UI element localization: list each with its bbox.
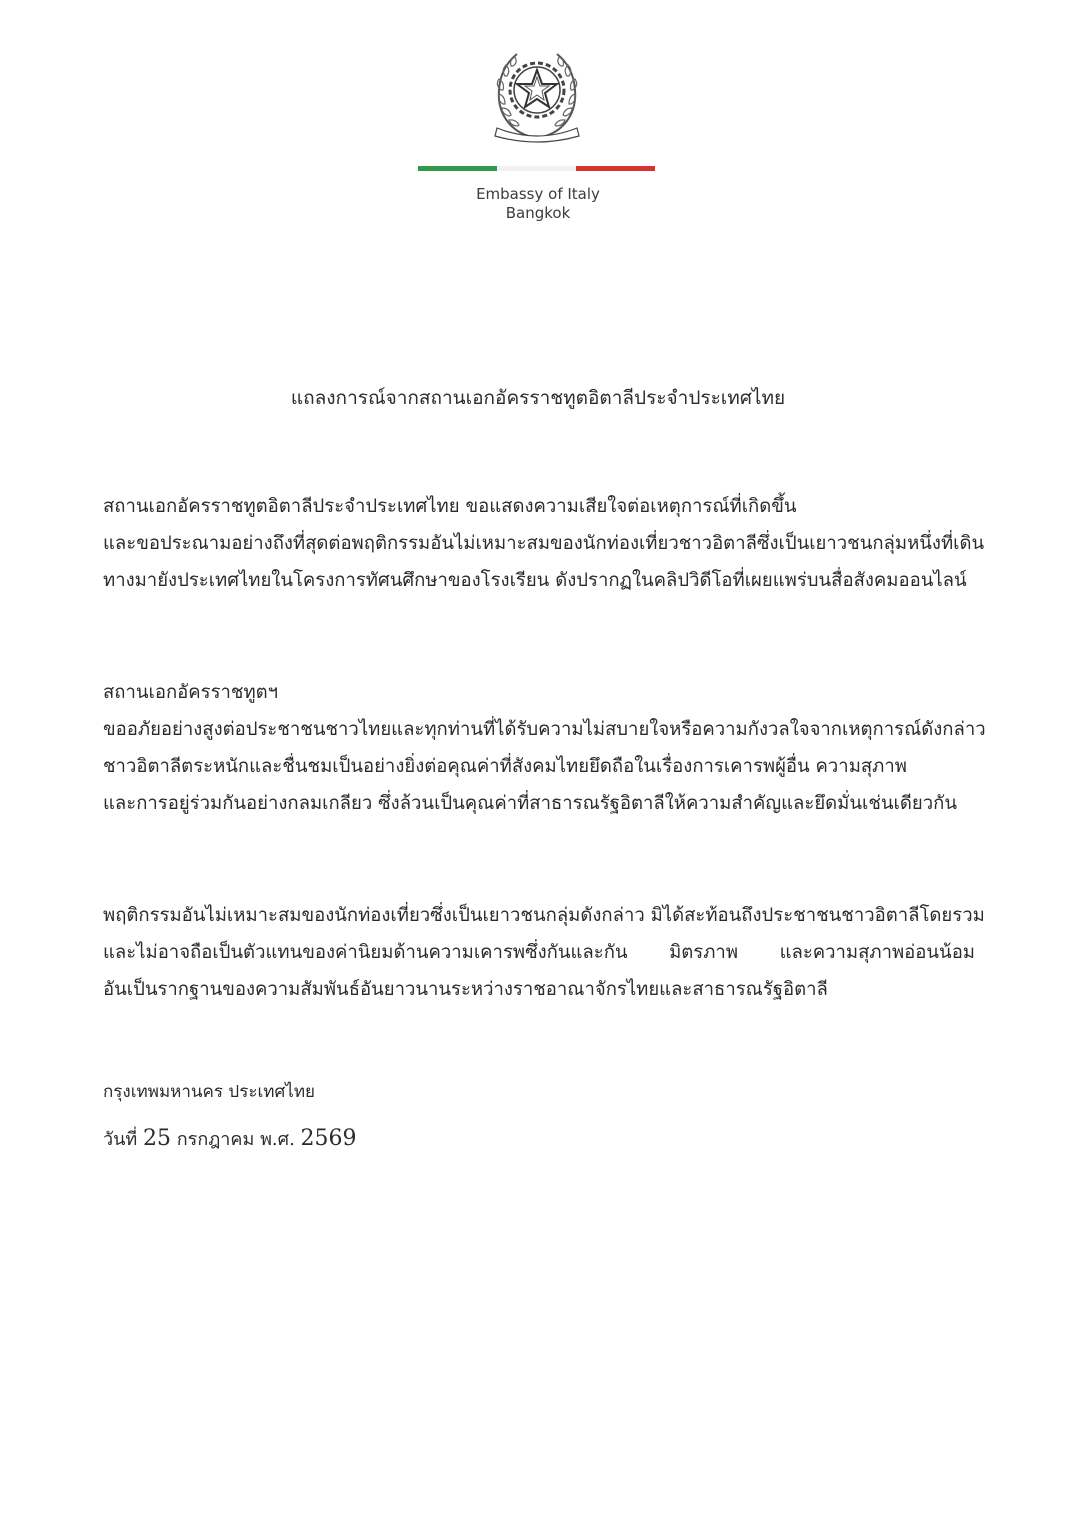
paragraph-3-phrase: และความสุภาพอ่อนน้อม: [779, 942, 975, 963]
statement-date: [103, 1124, 357, 1155]
paragraph-2-line: และการอยู่ร่วมกันอย่างกลมเกลียว ซึ่งล้วนเป็นคุณค่าที่สาธารณรัฐอิตาลีให้ความสำคัญและยึดมั่นเช่นเดียวกัน: [103, 793, 957, 814]
embassy-name-line1: Embassy of Italy: [476, 185, 600, 203]
paragraph-2-line: สถานเอกอัครราชทูตฯ: [103, 682, 279, 703]
paragraph-3-phrase: มิตรภาพ: [669, 942, 739, 963]
paragraph-2-line: ขออภัยอย่างสูงต่อประชาชนชาวไทยและทุกท่านที่ได้รับความไม่สบายใจหรือความกังวลใจจากเหตุการณ์ดังกล่าว: [103, 719, 986, 740]
paragraph-3-line: พฤติกรรมอันไม่เหมาะสมของนักท่องเที่ยวซึ่งเป็นเยาวชนกลุ่มดังกล่าว มิได้สะท้อนถึงประชาชนชาวอิตาลีโดยรวม: [103, 905, 985, 926]
paragraph-2-line: ชาวอิตาลีตระหนักและชื่นชมเป็นอย่างยิ่งต่อคุณค่าที่สังคมไทยยึดถือในเรื่องการเคารพผู้อื่น ความสุภาพ: [103, 756, 907, 777]
paragraph-3-line: [103, 934, 975, 971]
italian-tricolor-bar: [418, 166, 655, 171]
embassy-city: Bangkok: [505, 204, 571, 222]
flag-green-segment: [418, 166, 497, 171]
embassy-name: [0, 185, 1076, 223]
paragraph-3: [103, 897, 985, 1008]
paragraph-1-line: และขอประณามอย่างถึงที่สุดต่อพฤติกรรมอันไม่เหมาะสมของนักท่องเที่ยวชาวอิตาลีซึ่งเป็นเยาวชนกลุ่มหนึ่งที่เดิน: [103, 533, 985, 554]
italian-republic-emblem-icon: [491, 44, 583, 144]
date-day: 25: [143, 1126, 172, 1151]
date-prefix: วันที่: [103, 1129, 138, 1150]
paragraph-1: [103, 488, 985, 599]
paragraph-3-phrase: และไม่อาจถือเป็นตัวแทนของค่านิยมด้านความเคารพซึ่งกันและกัน: [103, 942, 628, 963]
paragraph-1-line: สถานเอกอัครราชทูตอิตาลีประจำประเทศไทย ขอแสดงความเสียใจต่อเหตุการณ์ที่เกิดขึ้น: [103, 496, 797, 517]
paragraph-3-line: อันเป็นรากฐานของความสัมพันธ์อันยาวนานระหว่างราชอาณาจักรไทยและสาธารณรัฐอิตาลี: [103, 979, 828, 1000]
date-era: พ.ศ.: [260, 1129, 295, 1150]
statement-place: กรุงเทพมหานคร ประเทศไทย: [103, 1082, 316, 1102]
flag-white-segment: [497, 166, 576, 171]
date-month: กรกฎาคม: [176, 1129, 255, 1150]
statement-title: แถลงการณ์จากสถานเอกอัครราชทูตอิตาลีประจำประเทศไทย: [290, 387, 786, 409]
paragraph-2: [103, 674, 986, 822]
paragraph-1-line: ทางมายังประเทศไทยในโครงการทัศนศึกษาของโรงเรียน ดังปรากฏในคลิปวิดีโอที่เผยแพร่บนสื่อสังคมออนไลน์: [103, 570, 967, 591]
flag-red-segment: [576, 166, 655, 171]
date-year: 2569: [300, 1126, 357, 1151]
